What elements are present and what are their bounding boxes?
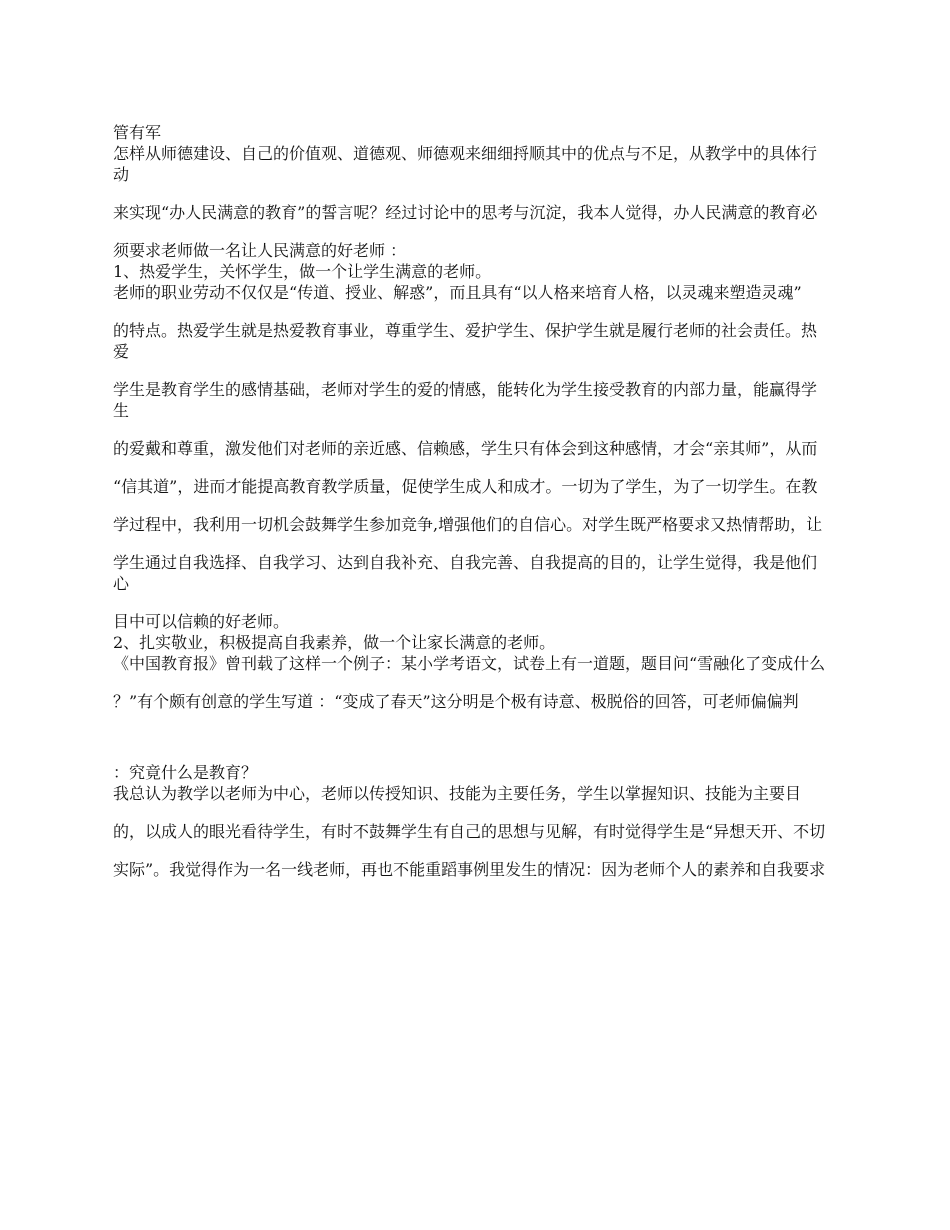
paragraph-line: 实际”。我觉得作为一名一线老师，再也不能重蹈事例里发生的情况：因为老师个人的素养和自我要求 [113,860,826,879]
paragraph-line: 的，以成人的眼光看待学生，有时不鼓舞学生有自己的思想与见解，有时觉得学生是“异想天开、不切 [113,822,826,841]
paragraph-line: 目中可以信赖的好老师。 [113,612,290,631]
paragraph-line: 学生是教育学生的感情基础，老师对学生的爱的情感，能转化为学生接受教育的内部力量，能赢得学生 [113,380,818,420]
paragraph-line: 怎样从师德建设、自己的价值观、道德观、师德观来细细捋顺其中的优点与不足，从教学中的具体行动 [113,144,818,184]
author-name: 管有军 [113,123,162,142]
paragraph-line: ？”有个颇有创意的学生写道 ：“变成了春天”这分明是个极有诗意、极脱俗的回答，可老师偏偏判 [113,692,799,711]
paragraph-line: 须要求老师做一名让人民满意的好老师 ： [113,241,407,260]
paragraph-line: 的爱戴和尊重，激发他们对老师的亲近感、信赖感，学生只有体会到这种感情，才会“亲其师”，从而 [113,439,818,458]
paragraph-line: “信其道”，进而才能提高教育教学质量，促使学生成人和成才。一切为了学生，为了一切学生。在教 [113,477,818,496]
document-page [113,122,831,880]
paragraph-line: 学过程中，我利用一切机会鼓舞学生参加竞争,增强他们的自信心。对学生既严格要求又热情帮助，让 [113,515,823,534]
paragraph-line: 的特点。热爱学生就是热爱教育事业，尊重学生、爱护学生、保护学生就是履行老师的社会责任。热爱 [113,321,818,361]
paragraph-line: 我总认为教学以老师为中心，老师以传授知识、技能为主要任务，学生以掌握知识、技能为主要目 [113,784,802,803]
section-heading-2: 2、扎实敬业，积极提高自我素养，做一个让家长满意的老师。 [113,633,556,652]
section-heading-1: 1、热爱学生，关怀学生，做一个让学生满意的老师。 [113,262,492,281]
paragraph-line: 学生通过自我选择、自我学习、达到自我补充、自我完善、自我提高的目的，让学生觉得，我是他们心 [113,553,818,593]
paragraph-line: 老师的职业劳动不仅仅是“传道、授业、解惑”，而且具有“以人格来培育人格，以灵魂来塑造灵魂” [113,283,802,302]
paragraph-line: 来实现“办人民满意的教育”的誓言呢？经过讨论中的思考与沉淀，我本人觉得，办人民满意的教育必 [113,203,818,222]
paragraph-line: 《中国教育报》曾刊载了这样一个例子：某小学考语文，试卷上有一道题，题目问“雪融化了变成什么 [113,654,826,673]
paragraph-line: ：究竟什么是教育？ [113,763,258,782]
